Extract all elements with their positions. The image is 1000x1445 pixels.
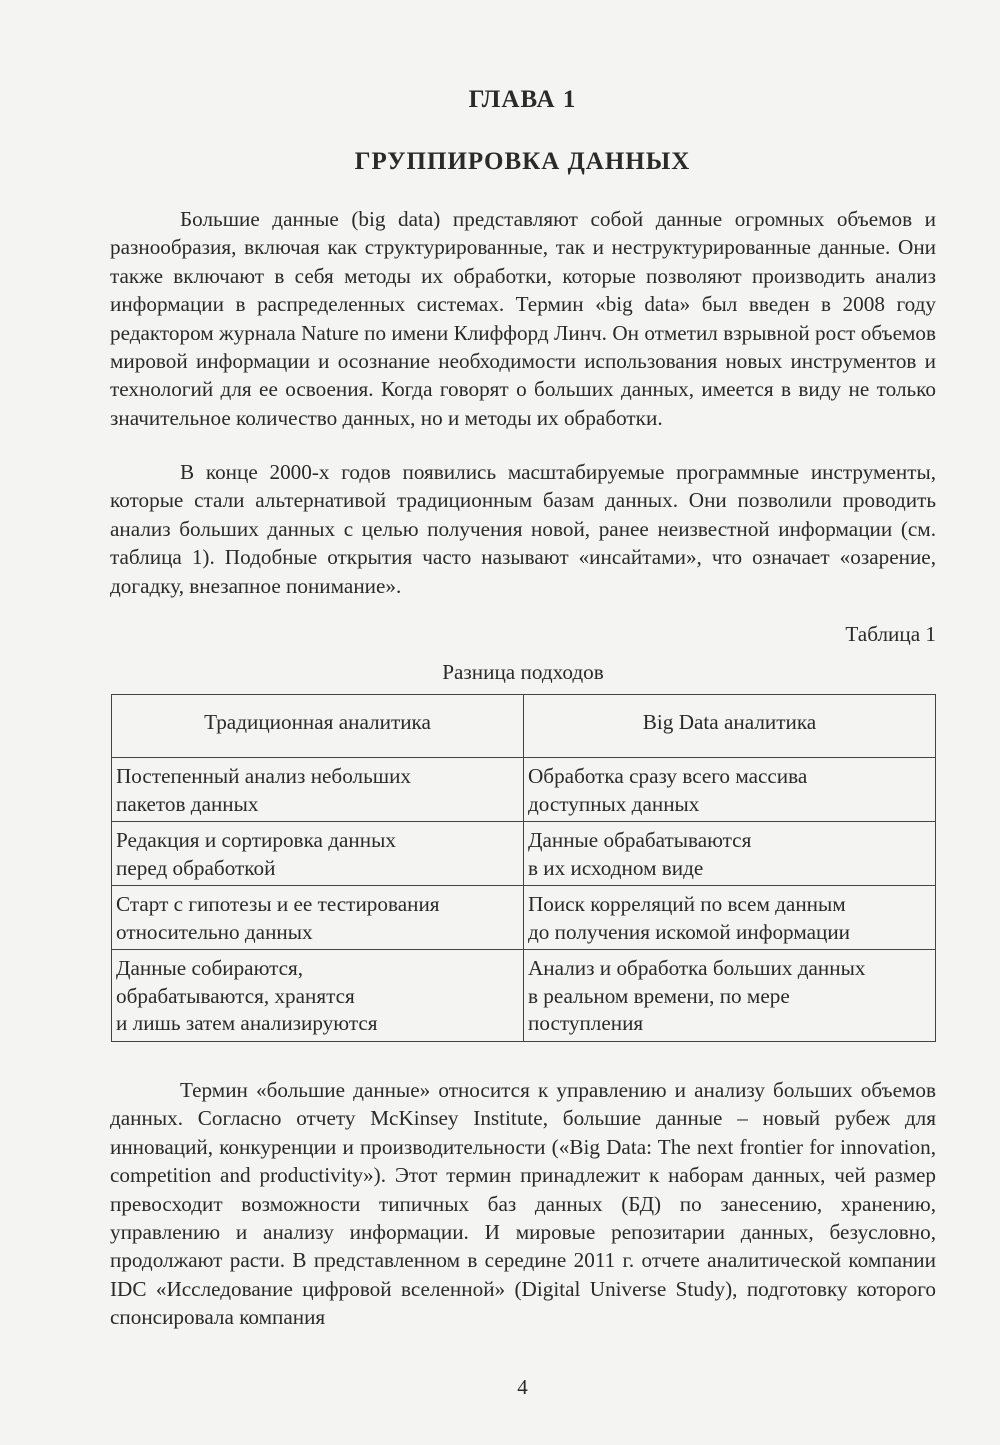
table-caption: Разница подходов (442, 660, 604, 684)
table-cell: Анализ и обработка больших данных в реальном времени, по мере поступления (524, 950, 936, 1042)
table-cell: Данные обрабатываются в их исходном виде (524, 822, 936, 886)
chapter-heading: ГЛАВА 1 (468, 86, 577, 113)
table-cell: Постепенный анализ небольших пакетов данных (112, 758, 524, 822)
table-cell: Поиск корреляций по всем данным до получения искомой информации (524, 886, 936, 950)
table-row (112, 886, 936, 950)
table-cell: Данные собираются, обрабатываются, хранятся и лишь затем анализируются (112, 950, 524, 1042)
paragraph: Термин «большие данные» относится к управлению и анализу больших объемов данных. Согласно отчету McKinsey Institute, большие данные – новый рубеж для инноваций, конкуренции и производительности («Big Data: The next frontier for innovation, competition and productivity»). Этот термин принадлежит к наборам данных, чей размер превосходит возможности типичных баз данных (БД) по занесению, хранению, управлению и анализу информации. И мировые репозитарии данных, безусловно, продолжают расти. В представленном в середине 2011 г. отчете аналитической компании IDC «Исследование цифровой вселенной» (Digital Universe Study), подготовку которого спонсировала компания (110, 1078, 936, 1330)
comparison-table (111, 694, 936, 1042)
header-traditional: Традиционная аналитика (112, 695, 524, 758)
table-row (112, 950, 936, 1042)
header-big-data: Big Data аналитика (524, 695, 936, 758)
table-number: Таблица 1 (845, 622, 936, 646)
table-header-row (112, 695, 936, 758)
table-cell: Обработка сразу всего массива доступных данных (524, 758, 936, 822)
paragraph: В конце 2000-х годов появились масштабируемые программные инструменты, которые стали альтернативой традиционным базам данных. Они позволили проводить анализ больших данных с целью получения новой, ранее неизвестной информации (см. таблица 1). Подобные открытия часто называют «инсайтами», что означает «озарение, догадку, внезапное понимание». (110, 460, 936, 598)
chapter-title: ГРУППИРОВКА ДАННЫХ (354, 148, 691, 175)
page-number: 4 (517, 1375, 528, 1399)
table-cell: Старт с гипотезы и ее тестирования относительно данных (112, 886, 524, 950)
table-cell: Редакция и сортировка данных перед обработкой (112, 822, 524, 886)
table-row (112, 758, 936, 822)
table-row (112, 822, 936, 886)
paragraph: Большие данные (big data) представляют собой данные огромных объемов и разнообразия, включая как структурированные, так и неструктурированные данные. Они также включают в себя методы их обработки, которые позволяют производить анализ информации в распределенных системах. Термин «big data» был введен в 2008 году редактором журнала Nature по имени Клиффорд Линч. Он отметил взрывной рост объемов мировой информации и осознание необходимости использования новых инструментов и технологий для ее освоения. Когда говорят о больших данных, имеется в виду не только значительное количество данных, но и методы их обработки. (110, 207, 936, 430)
